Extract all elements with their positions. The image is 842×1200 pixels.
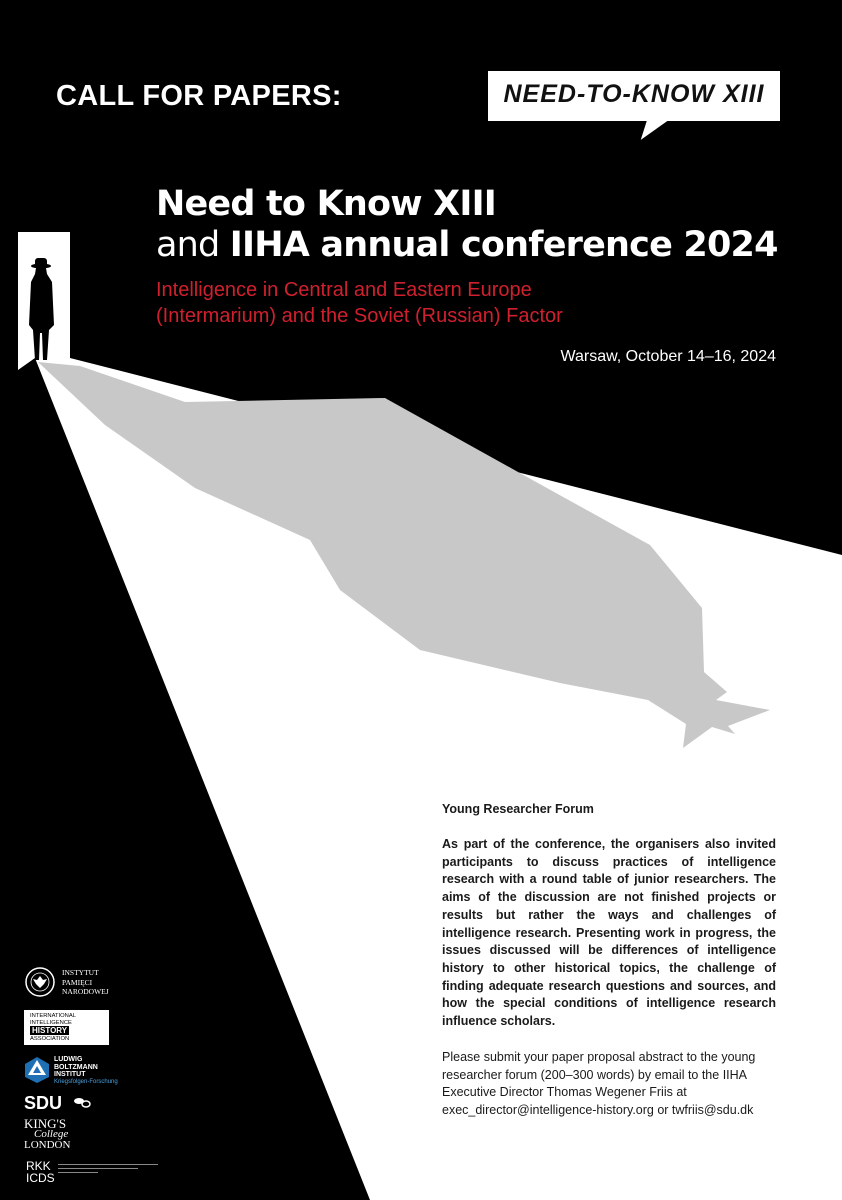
kcl-line-2: College	[34, 1128, 69, 1140]
lbi-line-3: INSTITUT	[54, 1071, 86, 1079]
call-for-papers-heading: CALL FOR PAPERS:	[56, 80, 342, 112]
conference-subtitle-line	[156, 225, 778, 265]
theme-line-1: Intelligence in Central and Eastern Europe	[156, 279, 532, 301]
submit-text: Please submit your paper proposal abstract to the young researcher forum (200–300 words) by email to the IIHA Executive Director Thomas Wegener Friis at	[442, 1050, 756, 1100]
lbi-line-2: BOLTZMANN	[54, 1063, 98, 1071]
rkk-small-print	[58, 1164, 158, 1173]
title-prefix: and	[156, 225, 230, 265]
forum-body: As part of the conference, the organisers also invited participants to discuss practices of intelligence research with a round table of junior researchers. The aims of the discussion are not finished projects or results but rather the ways and challenges of intelligence research. Presenting work in progress, the issues discussed will be differences of intelligence history to other historical topics, the challenge of finding adequate research questions and sources, and how the special conditions of intelligence research influence scholars.	[442, 837, 776, 1029]
sdu-text: SDU	[24, 1093, 63, 1113]
logo-kcl	[24, 1118, 70, 1151]
title-bold: IIHA annual conference 2024	[229, 225, 778, 265]
theme-line-2: (Intermarium) and the Soviet (Russian) Factor	[156, 305, 563, 327]
eagle-seal-icon	[24, 966, 56, 998]
kcl-line-1: KING'S	[24, 1116, 67, 1131]
conference-title: Need to Know XIII	[156, 184, 497, 224]
hexagon-logo-icon	[24, 1056, 50, 1084]
logo-iiha	[24, 1010, 109, 1045]
kcl-line-3: LONDON	[24, 1139, 71, 1151]
iiha-line-4: ASSOCIATION	[30, 1035, 70, 1042]
icds-text: ICDS	[26, 1171, 55, 1185]
ipn-line-2: PAMIĘCI	[62, 977, 93, 987]
forum-submit-info	[442, 1049, 776, 1120]
lbi-line-4: Kriegsfolgen-Forschung	[54, 1078, 118, 1085]
logo-sdu	[24, 1093, 62, 1113]
speech-bubble-text: NEED-TO-KNOW XIII	[503, 80, 765, 108]
ipn-line-1: INSTYTUT	[62, 968, 99, 977]
iiha-line-3: HISTORY	[32, 1026, 68, 1035]
ipn-line-3: NARODOWEJ	[62, 987, 109, 996]
contact-emails[interactable]: exec_director@intelligence-history.org or twfriis@sdu.dk	[442, 1103, 754, 1118]
iiha-line-1: INTERNATIONAL	[30, 1013, 76, 1019]
lbi-line-1: LUDWIG	[54, 1056, 83, 1063]
leaf-icon	[72, 1095, 92, 1111]
place-date: Warsaw, October 14–16, 2024	[560, 348, 776, 365]
logo-rkk-icds	[26, 1160, 55, 1184]
iiha-line-2: INTELLIGENCE	[30, 1019, 72, 1026]
conference-theme	[156, 277, 563, 329]
forum-heading: Young Researcher Forum	[442, 802, 594, 816]
rkk-text: RKK	[26, 1159, 51, 1173]
